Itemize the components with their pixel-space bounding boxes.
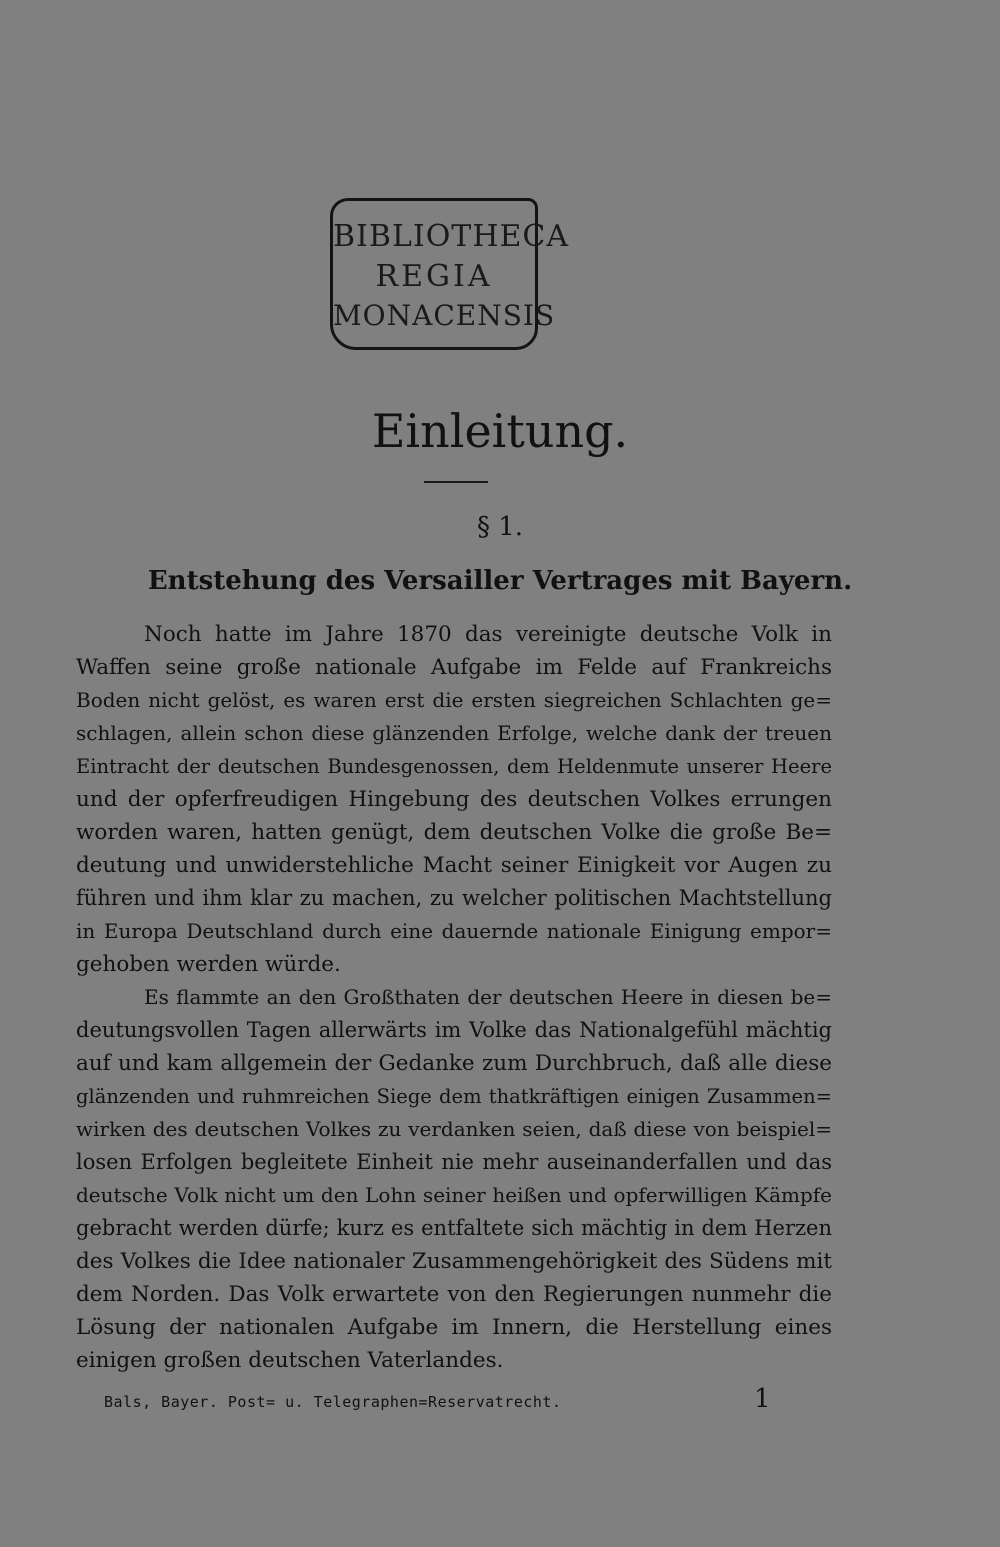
text-line: schlagen, allein schon diese glänzenden Erfolge, welche dank der treuen (76, 721, 832, 745)
section-heading: Entstehung des Versailler Vertrages mit Bayern. (147, 566, 853, 596)
text-line: Boden nicht gelöst, es waren erst die ersten siegreichen Schlachten ge= (76, 688, 832, 712)
text-line: worden waren, hatten genügt, dem deutschen Volke die große Be= (76, 820, 832, 845)
text-line: gebracht werden dürfe; kurz es entfaltete sich mächtig in dem Herzen (76, 1216, 832, 1240)
text-line: deutsche Volk nicht um den Lohn seiner heißen und opferwilligen Kämpfe (76, 1183, 832, 1207)
text-line: in Europa Deutschland durch eine dauernde nationale Einigung empor= (76, 919, 832, 943)
body-text (76, 618, 832, 1377)
section-number: § 1. (476, 512, 524, 542)
chapter-title: Einleitung. (371, 404, 629, 458)
text-line: deutung und unwiderstehliche Macht seiner Einigkeit vor Augen zu (76, 853, 832, 878)
text-line: Es flammte an den Großthaten der deutschen Heere in diesen be= (144, 985, 832, 1009)
page-footer: Bals, Bayer. Post= u. Telegraphen=Reservatrecht. (104, 1393, 562, 1411)
text-line: und der opferfreudigen Hingebung des deutschen Volkes errungen (76, 787, 832, 812)
text-line: Lösung der nationalen Aufgabe im Innern, die Herstellung eines (76, 1315, 832, 1340)
library-stamp (330, 198, 569, 350)
text-line: führen und ihm klar zu machen, zu welcher politischen Machtstellung (76, 886, 832, 910)
text-line: glänzenden und ruhmreichen Siege dem thatkräftigen einigen Zusammen= (76, 1085, 832, 1108)
page-number: 1 (754, 1384, 771, 1414)
text-line: dem Norden. Das Volk erwartete von den Regierungen nunmehr die (76, 1282, 832, 1307)
text-line: auf und kam allgemein der Gedanke zum Durchbruch, daß alle diese (76, 1051, 832, 1076)
text-line: wirken des deutschen Volkes zu verdanken seien, daß diese von beispiel= (76, 1117, 832, 1141)
text-line: Eintracht der deutschen Bundesgenossen, dem Heldenmute unserer Heere (76, 755, 832, 778)
text-line: Waffen seine große nationale Aufgabe im Felde auf Frankreichs (76, 655, 832, 680)
text-line: Noch hatte im Jahre 1870 das vereinigte deutsche Volk in (144, 622, 832, 647)
text-line: einigen großen deutschen Vaterlandes. (76, 1348, 504, 1373)
text-line: gehoben werden würde. (76, 952, 341, 977)
title-rule (424, 481, 488, 483)
text-line: des Volkes die Idee nationaler Zusammengehörigkeit des Südens mit (76, 1249, 832, 1274)
text-line: deutungsvollen Tagen allerwärts im Volke das Nationalgefühl mächtig (76, 1018, 832, 1042)
stamp-line-3: MONACENSIS (333, 299, 556, 332)
stamp-line-2: REGIA (375, 259, 493, 294)
stamp-line-1: BIBLIOTHECA (333, 219, 569, 254)
text-line: losen Erfolgen begleitete Einheit nie mehr auseinanderfallen und das (76, 1150, 832, 1174)
